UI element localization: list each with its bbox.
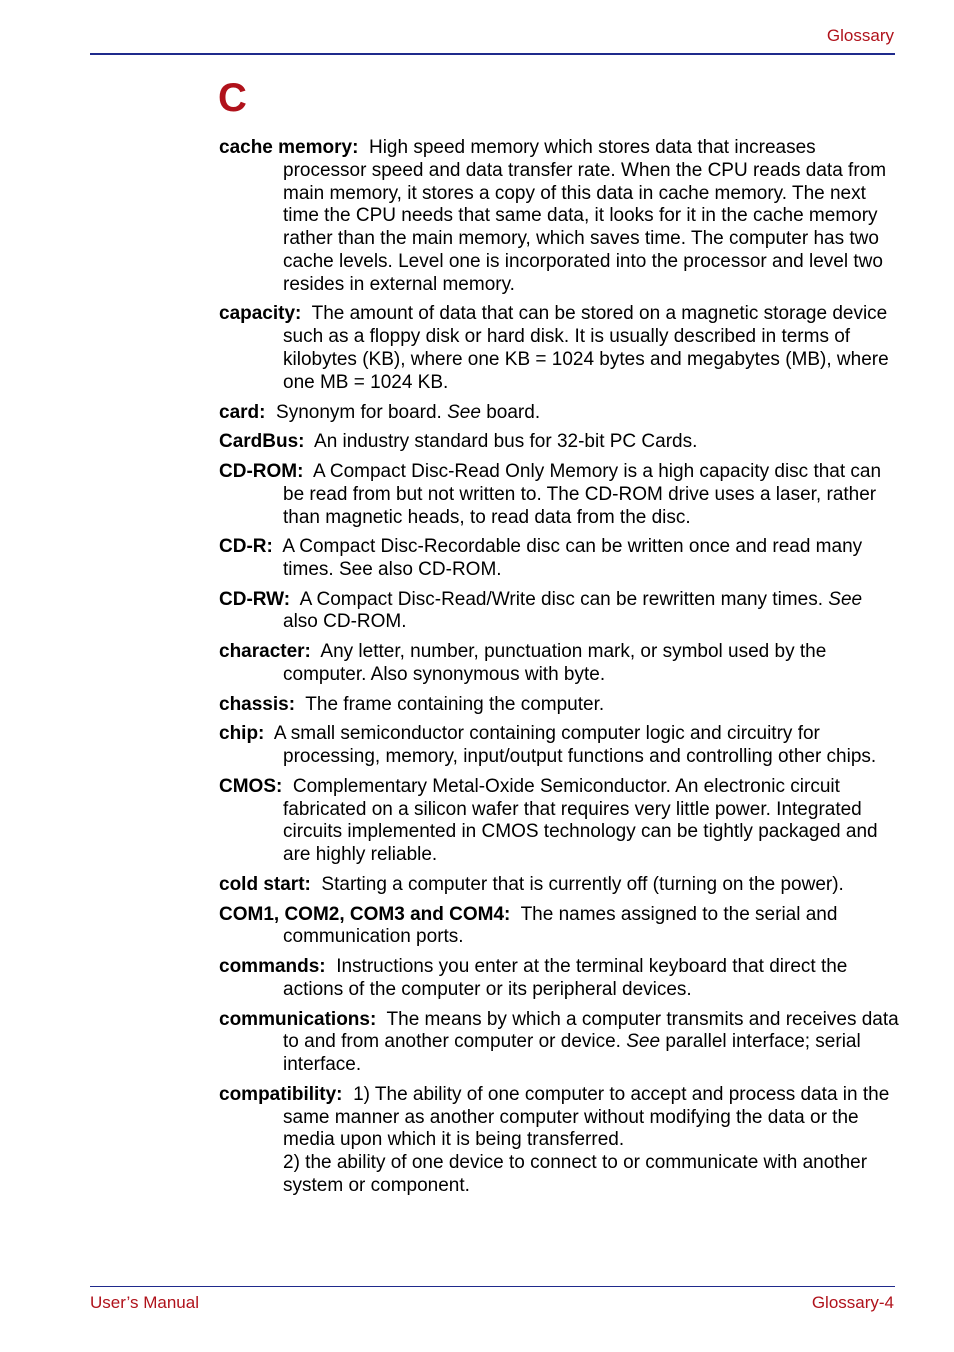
- entry-definition: The means by which a computer transmits and receives data to and from another computer or device.: [283, 1008, 899, 1053]
- header-rule: [90, 53, 895, 55]
- glossary-entry: [219, 904, 899, 950]
- entry-definition: Synonym for board.: [276, 401, 442, 423]
- entry-definition: An industry standard bus for 32-bit PC Cards.: [314, 431, 698, 453]
- glossary-entry: [219, 874, 899, 897]
- entry-term: compatibility:: [219, 1083, 343, 1105]
- section-letter: C: [218, 76, 247, 120]
- glossary-entry: [219, 461, 899, 529]
- entry-definition: 1) The ability of one computer to accept and process data in the same manner as another computer without modifying the data or the media upon which it is being transferred.: [283, 1083, 890, 1151]
- running-header: Glossary: [826, 26, 894, 45]
- glossary-entry: [219, 723, 899, 769]
- entry-term: card:: [219, 401, 266, 423]
- glossary-entry: [219, 1084, 899, 1198]
- entry-term: capacity:: [219, 303, 302, 325]
- glossary-entry: [219, 589, 899, 635]
- entry-term: character:: [219, 641, 311, 663]
- entry-definition: Starting a computer that is currently off (turning on the power).: [321, 873, 844, 895]
- entry-term: CardBus:: [219, 431, 305, 453]
- entry-term: COM1, COM2, COM3 and COM4:: [219, 903, 511, 925]
- entry-definition: The frame containing the computer.: [305, 693, 605, 715]
- entry-definition: High speed memory which stores data that increases processor speed and data transfer rate. When the CPU reads data from main memory, it stores a copy of this data in cache memory. The next time the CPU needs that same data, it looks for it in the cache memory rather than the main memory, which saves time. The computer has two cache levels. Level one is incorporated into the processor and level two resides in external memory.: [283, 137, 887, 295]
- entry-see-reference: See: [626, 1031, 661, 1053]
- glossary-entry: [219, 641, 899, 687]
- entry-definition-continued: 2) the ability of one device to connect to or communicate with another system or component.: [283, 1152, 868, 1197]
- entry-definition: A Compact Disc-Read Only Memory is a high capacity disc that can be read from but not written to. The CD-ROM drive uses a laser, rather than magnetic heads, to read data from the disc.: [283, 460, 882, 528]
- entry-definition: A Compact Disc-Read/Write disc can be rewritten many times.: [299, 588, 823, 610]
- glossary-entry: [219, 1009, 899, 1077]
- entry-definition: Instructions you enter at the terminal keyboard that direct the actions of the computer or its peripheral devices.: [283, 956, 848, 1000]
- glossary-entry: [219, 431, 899, 454]
- entry-see-reference: See: [828, 588, 863, 610]
- entry-term: CD-RW:: [219, 588, 291, 610]
- entry-definition: The names assigned to the serial and communication ports.: [283, 903, 838, 948]
- glossary-entry: [219, 402, 899, 425]
- footer-page-number: Glossary-4: [811, 1293, 894, 1312]
- glossary-entry: [219, 536, 899, 582]
- glossary-entry: [219, 776, 899, 867]
- entry-see-reference: See: [447, 401, 481, 423]
- entry-term: chip:: [219, 723, 265, 745]
- glossary-entry: [219, 303, 899, 394]
- entry-term: CD-ROM:: [219, 460, 304, 482]
- entry-term: chassis:: [219, 693, 296, 715]
- glossary-entry: [219, 694, 899, 717]
- entry-term: CMOS:: [219, 775, 283, 797]
- entry-definition: A small semiconductor containing computer logic and circuitry for processing, memory, input/output functions and controlling other chips.: [273, 723, 877, 768]
- entry-term: cold start:: [219, 873, 311, 895]
- entry-term: cache memory:: [219, 137, 359, 158]
- entry-term: CD-R:: [219, 536, 273, 558]
- entry-definition-tail: board.: [486, 401, 541, 423]
- entry-definition: The amount of data that can be stored on a magnetic storage device such as a floppy disk or hard disk. It is usually described in terms of kilobytes (KB), where one KB = 1024 bytes and megabytes (MB), where one MB = 1024 KB.: [283, 303, 889, 393]
- entry-definition-tail: also CD-ROM.: [283, 611, 407, 633]
- footer-rule: [90, 1286, 895, 1287]
- glossary-entry: [219, 956, 899, 1002]
- glossary-entry: [219, 137, 899, 297]
- entry-definition: A Compact Disc-Recordable disc can be written once and read many times. See also CD-ROM.: [282, 536, 863, 580]
- entry-definition: Any letter, number, punctuation mark, or symbol used by the computer. Also synonymous with byte.: [283, 641, 827, 685]
- entry-term: communications:: [219, 1008, 377, 1030]
- entry-definition-tail: parallel interface; serial interface.: [283, 1031, 861, 1076]
- entry-definition: Complementary Metal-Oxide Semiconductor. An electronic circuit fabricated on a silicon wafer that requires very little power. Integrated circuits implemented in CMOS technology can be tightly packaged and are highly reliable.: [283, 775, 878, 866]
- footer-manual-title: User’s Manual: [90, 1293, 199, 1312]
- glossary-entries: [219, 137, 899, 1205]
- entry-term: commands:: [219, 956, 326, 978]
